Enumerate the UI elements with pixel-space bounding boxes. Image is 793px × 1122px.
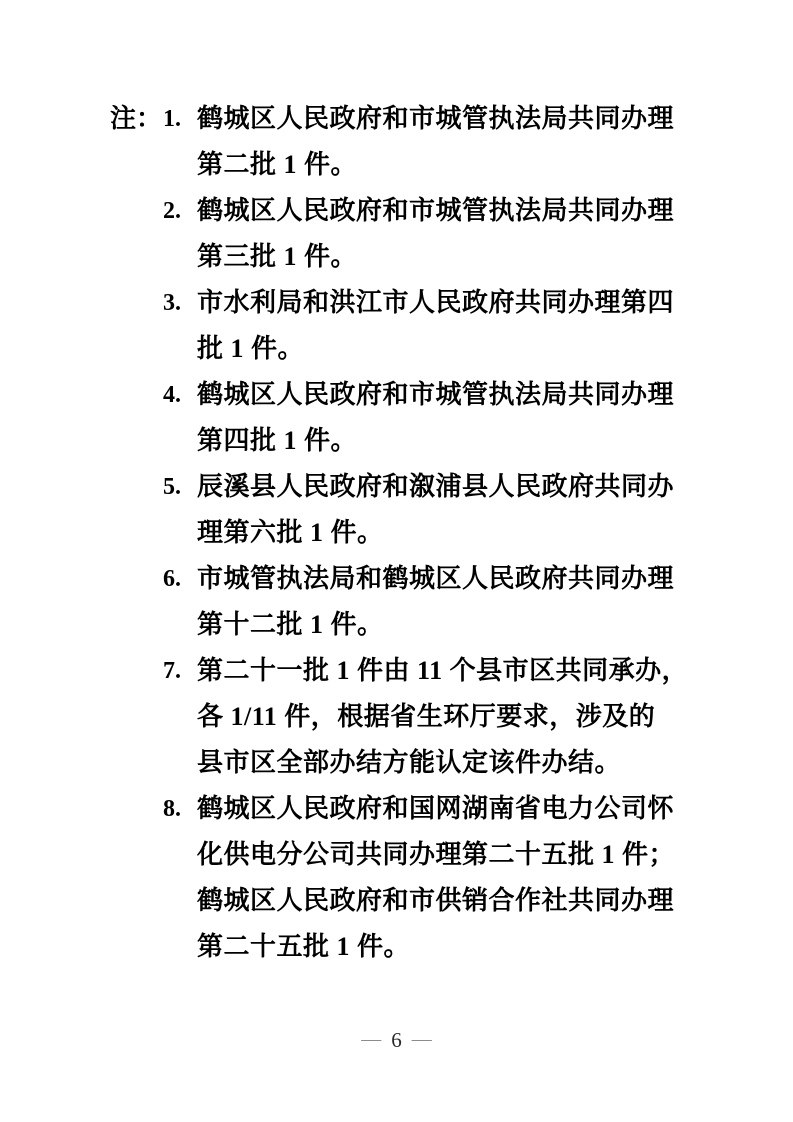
note-line: 鹤城区人民政府和市城管执法局共同办理 [197,196,675,225]
note-item [163,464,688,556]
item-number: 5. [163,474,181,500]
note-block [110,96,688,970]
note-item [163,556,688,648]
note-line: 鹤城区人民政府和市供销合作社共同办理 [197,886,675,915]
note-line: 第四批 1 件。 [197,426,358,455]
item-number: 6. [163,566,181,592]
note-line: 第二十五批 1 件。 [197,932,411,961]
note-line: 各 1/11 件，根据省生环厅要求，涉及的 [197,702,656,731]
note-line: 鹤城区人民政府和市城管执法局共同办理 [197,104,675,133]
page-footer [0,1026,793,1056]
item-number: 3. [163,290,181,316]
note-line: 批 1 件。 [197,334,305,363]
note-line: 辰溪县人民政府和溆浦县人民政府共同办 [197,472,675,501]
item-number: 4. [163,382,181,408]
note-line: 市水利局和洪江市人民政府共同办理第四 [197,288,675,317]
footer-dash-left: — [361,1028,382,1050]
note-line: 第二批 1 件。 [197,150,358,179]
footer-dash-right: — [411,1028,432,1050]
item-number: 1. [163,106,181,132]
note-item [163,648,688,786]
note-item [163,786,688,970]
note-line: 第三批 1 件。 [197,242,358,271]
note-line: 理第六批 1 件。 [197,518,384,547]
note-items [163,96,688,970]
note-item [163,372,688,464]
note-item [163,280,688,372]
note-line: 第十二批 1 件。 [197,610,384,639]
note-line: 县市区全部办结方能认定该件办结。 [197,748,622,777]
item-number: 7. [163,658,181,684]
note-line: 市城管执法局和鹤城区人民政府共同办理 [197,564,675,593]
note-line: 第二十一批 1 件由 11 个县市区共同承办， [197,656,689,685]
item-number: 2. [163,198,181,224]
note-item [163,96,688,188]
page-number: 6 [391,1028,402,1052]
note-label: 注： [110,104,163,133]
note-line: 鹤城区人民政府和国网湖南省电力公司怀 [197,794,675,823]
item-number: 8. [163,796,181,822]
note-line: 鹤城区人民政府和市城管执法局共同办理 [197,380,675,409]
note-item [163,188,688,280]
note-line: 化供电分公司共同办理第二十五批 1 件； [197,840,676,869]
